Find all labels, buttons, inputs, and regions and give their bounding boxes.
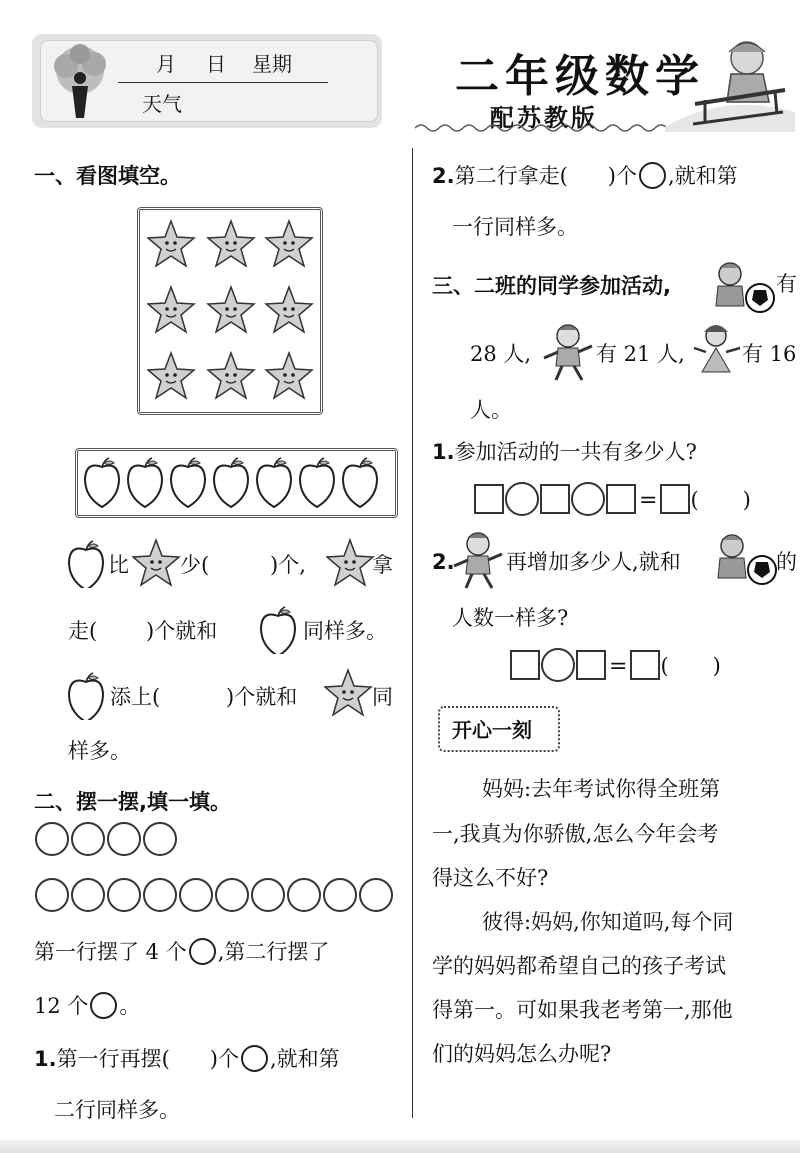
question-text: )个就和 xyxy=(146,619,218,643)
column-divider xyxy=(412,148,413,1118)
question-text: 一行同样多。 xyxy=(452,215,578,239)
circle-description-line2: 12 个 。 xyxy=(34,994,141,1018)
joke-text: 一,我真为你骄傲,怎么今年会考 xyxy=(432,822,719,846)
question-text: 走( xyxy=(68,619,98,643)
answer-box[interactable] xyxy=(576,650,606,680)
count-text: 28 人, xyxy=(470,342,532,366)
question-text: 样多。 xyxy=(68,739,131,763)
question-text: 拿 xyxy=(372,553,393,577)
page-footer-strip xyxy=(0,1140,800,1153)
section3-heading: 三、二班的同学参加活动, xyxy=(432,274,671,298)
date-day-label: 日 xyxy=(206,52,226,76)
star-icon xyxy=(148,221,194,266)
equation-2: = ( ) xyxy=(510,648,721,682)
joke-text: 得这么不好? xyxy=(432,866,549,890)
question-text: 的 xyxy=(776,550,797,574)
star-icon xyxy=(148,287,194,332)
apple-icon xyxy=(85,458,119,507)
circle-row-1 xyxy=(34,822,178,856)
fun-moment-title: 开心一刻 xyxy=(452,718,532,742)
operator-circle[interactable] xyxy=(541,648,575,682)
wave-decoration xyxy=(415,122,675,134)
apple-row xyxy=(82,455,392,511)
weather-label: 天气 xyxy=(142,92,182,116)
question-text: 人数一样多? xyxy=(452,606,569,630)
joke-text: 们的妈妈怎么办呢? xyxy=(432,1042,612,1066)
apple-icon xyxy=(214,458,248,507)
circle-row-2 xyxy=(34,878,394,912)
question-text: 有 xyxy=(776,272,797,296)
count-text: 有 16 xyxy=(742,342,797,366)
answer-box[interactable] xyxy=(510,650,540,680)
answer-box[interactable] xyxy=(474,484,504,514)
section2-question2: 2.第二行拿走( )个 ,就和第 xyxy=(432,164,738,188)
answer-box[interactable] xyxy=(630,650,660,680)
answer-box[interactable] xyxy=(660,484,690,514)
star-icon xyxy=(132,538,182,588)
date-underline xyxy=(118,82,328,83)
question-text: 再增加多少人,就和 xyxy=(506,550,681,574)
question-text: 添上( xyxy=(110,685,161,709)
apple-icon xyxy=(128,458,162,507)
apple-icon xyxy=(300,458,334,507)
section3-question1: 1.参加活动的一共有多少人? xyxy=(432,440,697,464)
section2-question1: 1.第一行再摆( )个 ,就和第 xyxy=(34,1047,340,1071)
section3-question2: 2. xyxy=(432,550,455,574)
tree-logo-icon xyxy=(44,42,116,120)
star-icon xyxy=(208,287,254,332)
soccer-kid-icon xyxy=(712,532,778,588)
sledding-boy-illustration xyxy=(665,32,795,132)
soccer-kid-icon xyxy=(710,260,776,316)
apple-icon xyxy=(66,672,106,720)
question-text: 人。 xyxy=(470,398,512,422)
count-text: 有 21 人, xyxy=(596,342,685,366)
star-grid xyxy=(147,217,317,407)
running-boy-icon xyxy=(450,530,506,590)
question-text: )个, xyxy=(270,553,306,577)
star-icon xyxy=(266,353,312,398)
running-boy-icon xyxy=(540,322,596,382)
apple-icon xyxy=(343,458,377,507)
joke-text: 妈妈:去年考试你得全班第 xyxy=(482,777,721,801)
star-icon xyxy=(148,353,194,398)
star-icon xyxy=(208,221,254,266)
joke-text: 得第一。可如果我老考第一,那他 xyxy=(432,998,733,1022)
section2-heading: 二、摆一摆,填一填。 xyxy=(34,790,231,814)
question-text: )个就和 xyxy=(226,685,298,709)
dancing-girl-icon xyxy=(692,322,742,382)
joke-text: 彼得:妈妈,你知道吗,每个同 xyxy=(482,910,734,934)
compare-text: 比 xyxy=(108,553,129,577)
star-icon xyxy=(266,287,312,332)
question-text: 少( xyxy=(180,553,210,577)
apple-icon xyxy=(66,540,106,588)
question-text: 同 xyxy=(372,685,393,709)
circle-description-line1: 第一行摆了 4 个 ,第二行摆了 xyxy=(34,940,330,964)
question-text: 二行同样多。 xyxy=(54,1098,180,1122)
apple-icon xyxy=(257,458,291,507)
joke-text: 学的妈妈都希望自己的孩子考试 xyxy=(432,954,726,978)
date-week-label: 星期 xyxy=(252,52,292,76)
apple-icon xyxy=(171,458,205,507)
star-icon xyxy=(324,668,374,718)
operator-circle[interactable] xyxy=(505,482,539,516)
question-text: 同样多。 xyxy=(303,619,387,643)
equation-1: = ( ) xyxy=(474,482,751,516)
date-month-label: 月 xyxy=(156,52,176,76)
section1-heading: 一、看图填空。 xyxy=(34,164,181,188)
star-icon xyxy=(266,221,312,266)
star-icon xyxy=(326,538,376,588)
answer-box[interactable] xyxy=(606,484,636,514)
answer-box[interactable] xyxy=(540,484,570,514)
apple-icon xyxy=(258,606,298,654)
page-title: 二年级数学 xyxy=(455,51,705,102)
edition-subtitle: 配苏教版 xyxy=(490,104,598,132)
operator-circle[interactable] xyxy=(571,482,605,516)
star-icon xyxy=(208,353,254,398)
